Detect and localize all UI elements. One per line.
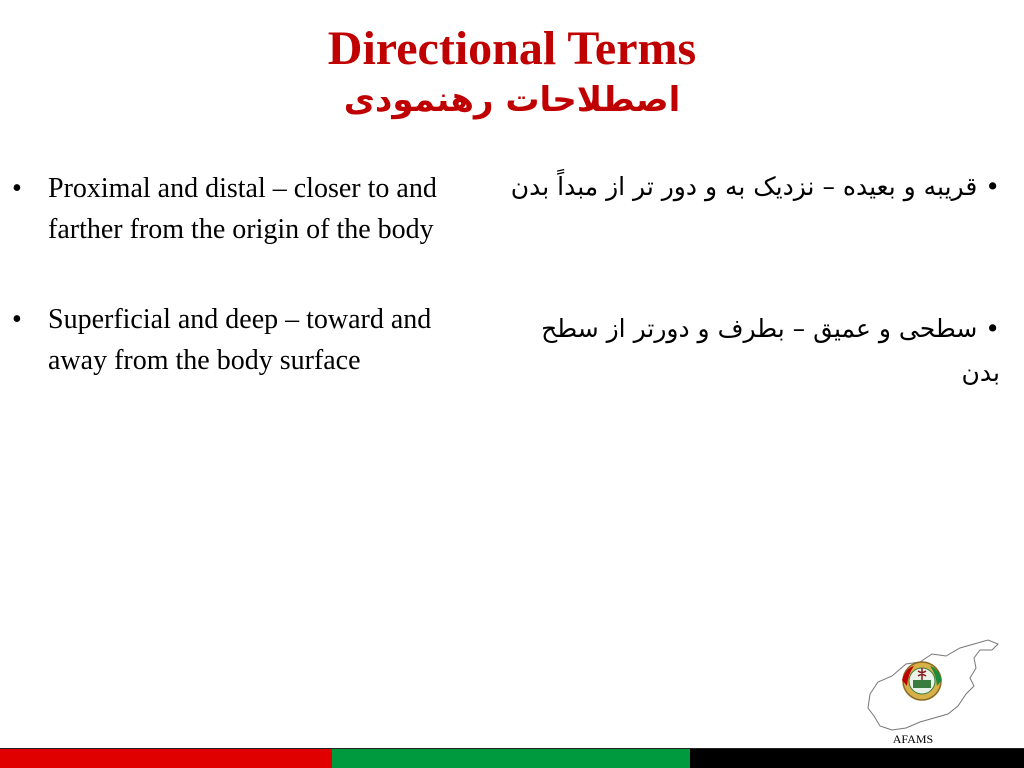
english-bullet-text: Proximal and distal – closer to and farther from the origin of the body	[48, 173, 437, 245]
dari-bullet-list	[510, 165, 1000, 395]
afghanistan-map-emblem-icon	[862, 636, 1002, 736]
footer-bar-green	[332, 749, 690, 768]
english-bullet-item	[12, 299, 474, 381]
footer-bar-red	[0, 749, 332, 768]
english-bullet-list	[12, 168, 474, 381]
dari-bullet-item: • سطحی و عمیق – بطرف و دورتر از سطح بدن	[541, 314, 1000, 387]
afams-label: AFAMS	[892, 732, 934, 746]
slide-subtitle-dari: اصطلاحات رهنمودی	[343, 80, 681, 120]
dari-bullet-item: • قریبه و بعیده – نزدیک به و دور تر از مبداً بدن	[510, 172, 1000, 201]
english-bullet-text: Superficial and deep – toward and away from the body surface	[48, 304, 432, 376]
slide-title: Directional Terms	[327, 22, 697, 75]
english-bullet-item	[12, 168, 474, 250]
footer-bar-black	[690, 749, 1024, 768]
emblem-book	[913, 680, 931, 688]
bullet-dot: •	[12, 173, 22, 204]
bullet-dot: •	[12, 304, 22, 335]
